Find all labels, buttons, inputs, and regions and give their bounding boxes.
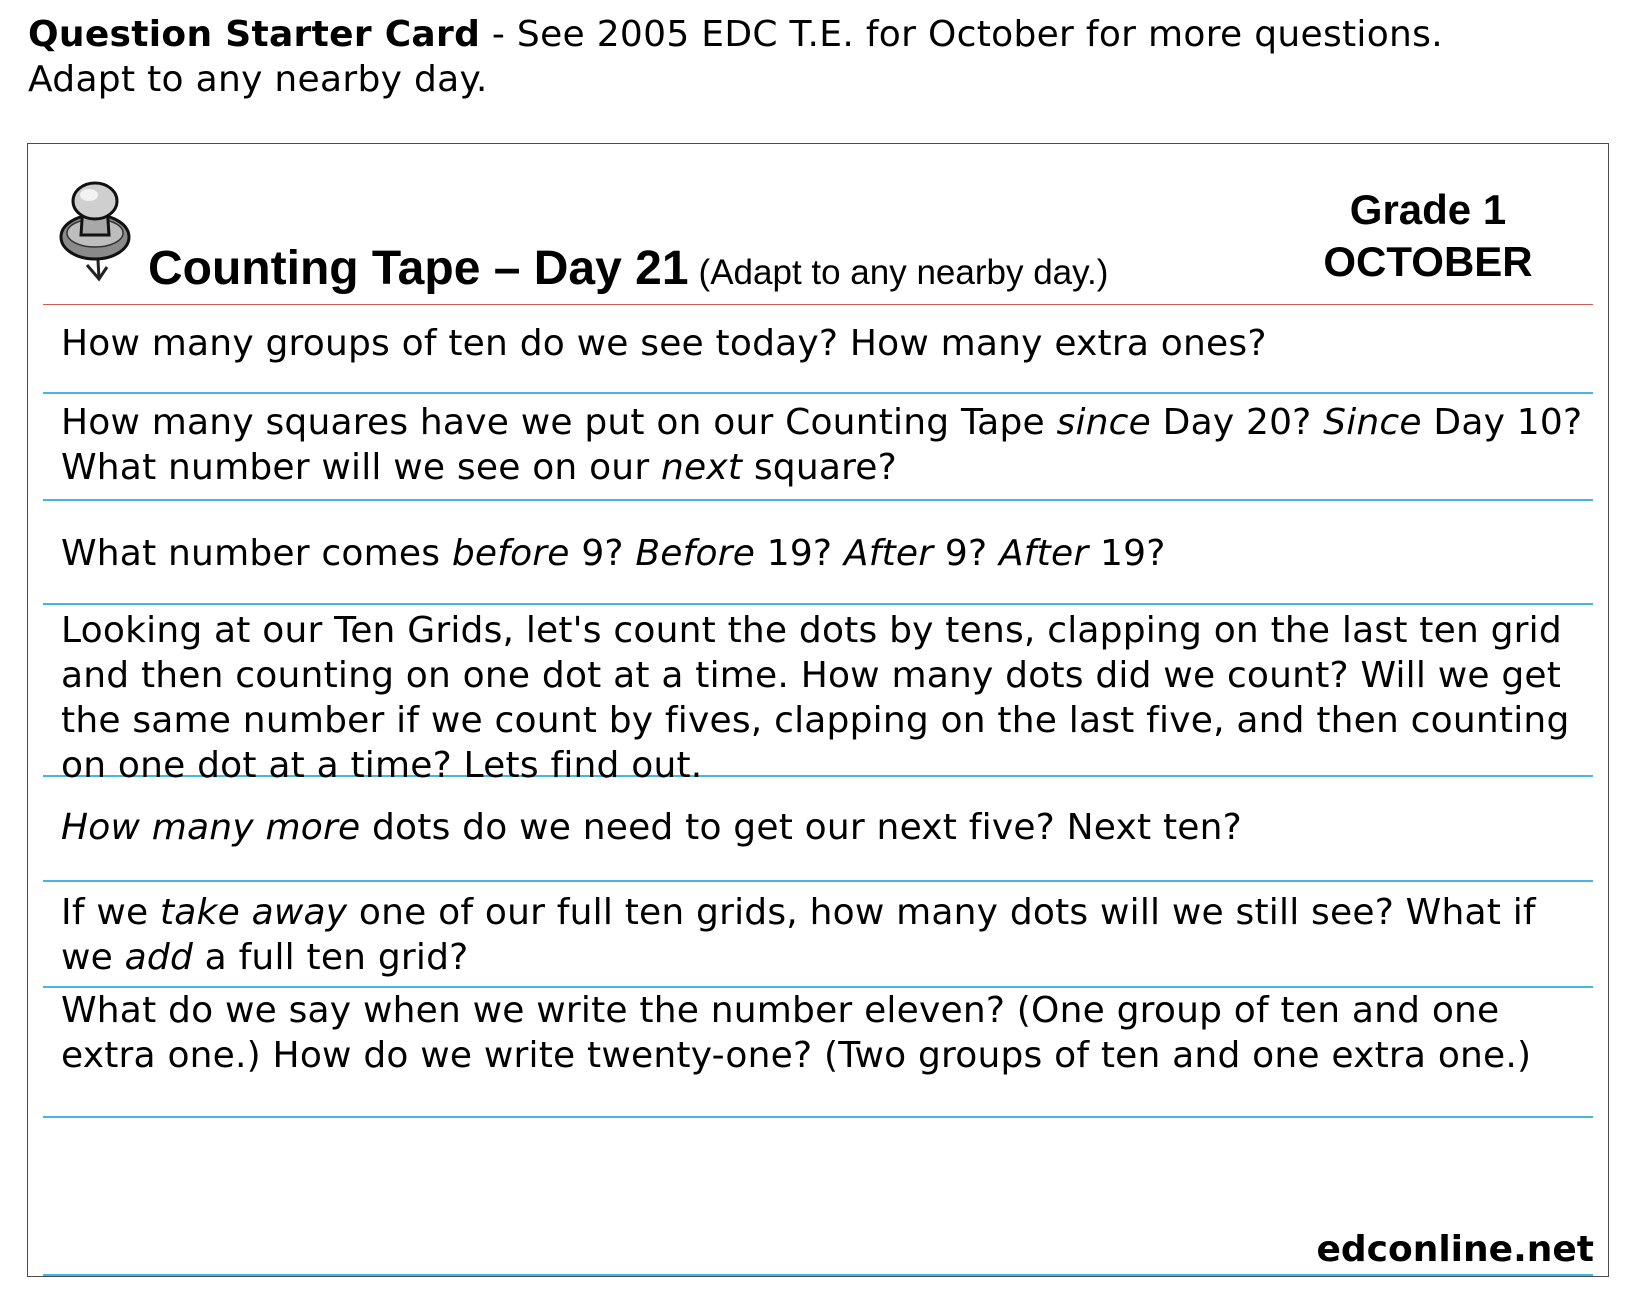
intro-text: [28, 12, 1608, 102]
question-text: dots do we need to get our next five? Next ten?: [360, 807, 1242, 848]
question-emphasis: After: [843, 533, 934, 574]
question-emphasis: next: [660, 447, 743, 488]
question-emphasis: add: [124, 937, 194, 978]
question-text: 9?: [933, 533, 999, 574]
question-text: 9?: [569, 533, 636, 574]
question-card: [27, 143, 1609, 1277]
question-emphasis: before: [451, 533, 570, 574]
question-emphasis: Before: [635, 533, 756, 574]
card-title-row: [148, 241, 1108, 296]
question-text: 19?: [755, 533, 844, 574]
question-text: What number comes: [61, 533, 452, 574]
question-text: What do we say when we write the number eleven? (One group of ten and one extra one.) How do we write twenty-one? (Two groups of ten and one extra one.): [61, 990, 1532, 1076]
grade-month: OCTOBER: [1323, 238, 1533, 285]
question-item: [43, 882, 1593, 988]
pushpin-icon: [57, 179, 133, 283]
question-item: [43, 777, 1593, 882]
question-emphasis: How many more: [61, 807, 361, 848]
question-emphasis: since: [1056, 402, 1151, 443]
question-text: one of our full ten grids, how many dots will we still see? What if we: [61, 892, 1536, 978]
question-emphasis: take away: [159, 892, 348, 933]
title-divider: [43, 304, 1593, 305]
intro-note: - See 2005 EDC T.E. for October for more questions.: [480, 14, 1443, 55]
intro-line-2: Adapt to any nearby day.: [28, 59, 488, 100]
question-item: [43, 988, 1593, 1118]
question-text: Looking at our Ten Grids, let's count the dots by tens, clapping on the last ten grid and then counting on one dot at a time. How many dots did we count? Will we get the same number if we count by fives, clapping on the last five, and then counting on one dot at a time? Lets find out.: [61, 610, 1570, 786]
question-emphasis: After: [998, 533, 1089, 574]
intro-heading: Question Starter Card: [28, 14, 481, 55]
question-item: [43, 501, 1593, 605]
card-subtitle: (Adapt to any nearby day.): [698, 253, 1109, 292]
question-text: How many squares have we put on our Counting Tape: [61, 402, 1057, 443]
question-text: a full ten grid?: [193, 937, 469, 978]
grade-level: Grade 1: [1349, 186, 1507, 233]
question-text: How many groups of ten do we see today? How many extra ones?: [61, 323, 1267, 364]
question-text: If we: [61, 892, 160, 933]
grade-label: [1308, 184, 1548, 288]
question-item: [43, 313, 1593, 394]
footer-website: edconline.net: [1316, 1229, 1594, 1270]
intro-line-1: [28, 12, 1608, 57]
question-text: square?: [742, 447, 897, 488]
question-text: Day 20?: [1151, 402, 1324, 443]
question-item: [43, 394, 1593, 501]
question-text: Day 10? What number will we see on our: [61, 402, 1583, 488]
card-title: Counting Tape – Day 21: [148, 242, 689, 295]
question-emphasis: Since: [1323, 402, 1422, 443]
bottom-divider: [43, 1274, 1593, 1276]
question-item: [43, 605, 1593, 786]
question-text: 19?: [1088, 533, 1166, 574]
